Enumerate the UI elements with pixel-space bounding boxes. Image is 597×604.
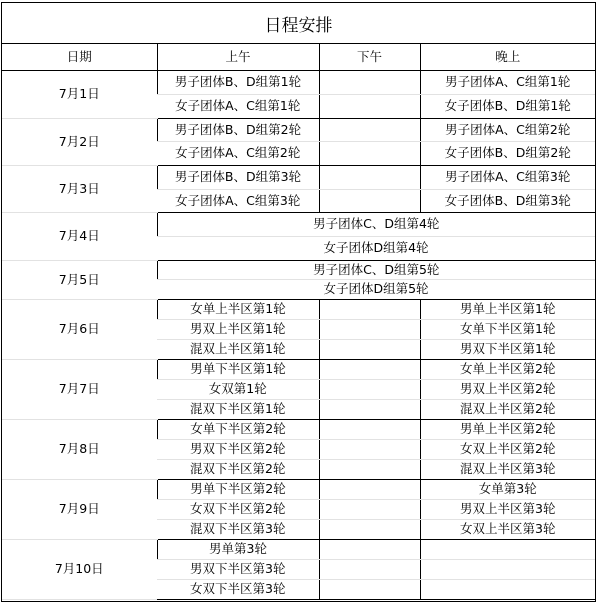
morning-cell: 男双上半区第1轮 [157, 320, 319, 340]
evening-cell: 混双上半区第3轮 [420, 460, 595, 480]
morning-cell: 女子团体A、C组第3轮 [157, 190, 319, 213]
evening-cell: 女子团体B、D组第2轮 [420, 142, 595, 166]
evening-cell: 男单上半区第1轮 [420, 300, 595, 320]
date-cell: 7月2日 [2, 119, 157, 166]
schedule-sheet [1, 2, 596, 602]
date-cell: 7月8日 [2, 420, 157, 480]
afternoon-cell [319, 320, 420, 340]
date-cell: 7月6日 [2, 300, 157, 360]
table-row [2, 360, 595, 380]
evening-cell [420, 560, 595, 580]
evening-cell: 女单上半区第2轮 [420, 360, 595, 380]
date-cell: 7月10日 [2, 540, 157, 600]
table-row [2, 261, 595, 280]
morning-cell: 男子团体B、D组第3轮 [157, 166, 319, 190]
all-day-cell: 男子团体C、D组第4轮 [157, 213, 595, 237]
table-row [2, 71, 595, 95]
date-cell: 7月5日 [2, 261, 157, 300]
morning-cell: 男子团体B、D组第2轮 [157, 119, 319, 142]
morning-cell: 女双下半区第2轮 [157, 500, 319, 520]
morning-cell: 混双下半区第1轮 [157, 400, 319, 420]
date-cell: 7月3日 [2, 166, 157, 213]
table-header [2, 44, 595, 71]
evening-cell: 女双上半区第2轮 [420, 440, 595, 460]
morning-cell: 男子团体B、D组第1轮 [157, 71, 319, 95]
morning-cell: 男单下半区第1轮 [157, 360, 319, 380]
evening-cell: 混双上半区第2轮 [420, 400, 595, 420]
morning-cell: 女单下半区第2轮 [157, 420, 319, 440]
evening-cell: 男子团体A、C组第2轮 [420, 119, 595, 142]
all-day-cell: 女子团体D组第4轮 [157, 237, 595, 261]
afternoon-cell [319, 119, 420, 142]
morning-cell: 男单第3轮 [157, 540, 319, 560]
date-cell: 7月9日 [2, 480, 157, 540]
afternoon-cell [319, 460, 420, 480]
afternoon-cell [319, 420, 420, 440]
header-date: 日期 [2, 44, 157, 71]
schedule-table [2, 44, 595, 600]
afternoon-cell [319, 440, 420, 460]
afternoon-cell [319, 380, 420, 400]
morning-cell: 女双下半区第3轮 [157, 580, 319, 600]
morning-cell: 男双下半区第3轮 [157, 560, 319, 580]
evening-cell: 女单下半区第1轮 [420, 320, 595, 340]
evening-cell [420, 580, 595, 600]
evening-cell: 女双上半区第3轮 [420, 520, 595, 540]
table-row [2, 480, 595, 500]
afternoon-cell [319, 480, 420, 500]
table-row [2, 213, 595, 237]
afternoon-cell [319, 520, 420, 540]
table-row [2, 540, 595, 560]
evening-cell: 男双上半区第3轮 [420, 500, 595, 520]
evening-cell: 女单第3轮 [420, 480, 595, 500]
evening-cell [420, 540, 595, 560]
afternoon-cell [319, 142, 420, 166]
afternoon-cell [319, 340, 420, 360]
morning-cell: 女子团体A、C组第2轮 [157, 142, 319, 166]
all-day-cell: 女子团体D组第5轮 [157, 280, 595, 300]
afternoon-cell [319, 580, 420, 600]
table-body [2, 71, 595, 600]
all-day-cell: 男子团体C、D组第5轮 [157, 261, 595, 280]
afternoon-cell [319, 500, 420, 520]
afternoon-cell [319, 540, 420, 560]
evening-cell: 男子团体A、C组第3轮 [420, 166, 595, 190]
table-row [2, 300, 595, 320]
evening-cell: 女子团体B、D组第3轮 [420, 190, 595, 213]
afternoon-cell [319, 166, 420, 190]
afternoon-cell [319, 360, 420, 380]
evening-cell: 男子团体A、C组第1轮 [420, 71, 595, 95]
morning-cell: 混双上半区第1轮 [157, 340, 319, 360]
afternoon-cell [319, 71, 420, 95]
table-row [2, 420, 595, 440]
afternoon-cell [319, 95, 420, 119]
sheet-title: 日程安排 [2, 3, 595, 44]
morning-cell: 男单下半区第2轮 [157, 480, 319, 500]
evening-cell: 男双下半区第1轮 [420, 340, 595, 360]
table-row [2, 166, 595, 190]
afternoon-cell [319, 300, 420, 320]
morning-cell: 女子团体A、C组第1轮 [157, 95, 319, 119]
date-cell: 7月7日 [2, 360, 157, 420]
evening-cell: 男双上半区第2轮 [420, 380, 595, 400]
afternoon-cell [319, 400, 420, 420]
morning-cell: 混双下半区第2轮 [157, 460, 319, 480]
header-afternoon: 下午 [319, 44, 420, 71]
morning-cell: 女单上半区第1轮 [157, 300, 319, 320]
morning-cell: 女双第1轮 [157, 380, 319, 400]
evening-cell: 女子团体B、D组第1轮 [420, 95, 595, 119]
date-cell: 7月1日 [2, 71, 157, 119]
header-row [2, 44, 595, 71]
table-row [2, 119, 595, 142]
afternoon-cell [319, 190, 420, 213]
header-morning: 上午 [157, 44, 319, 71]
afternoon-cell [319, 560, 420, 580]
date-cell: 7月4日 [2, 213, 157, 261]
morning-cell: 混双下半区第3轮 [157, 520, 319, 540]
header-evening: 晚上 [420, 44, 595, 71]
evening-cell: 男单上半区第2轮 [420, 420, 595, 440]
morning-cell: 男双下半区第2轮 [157, 440, 319, 460]
